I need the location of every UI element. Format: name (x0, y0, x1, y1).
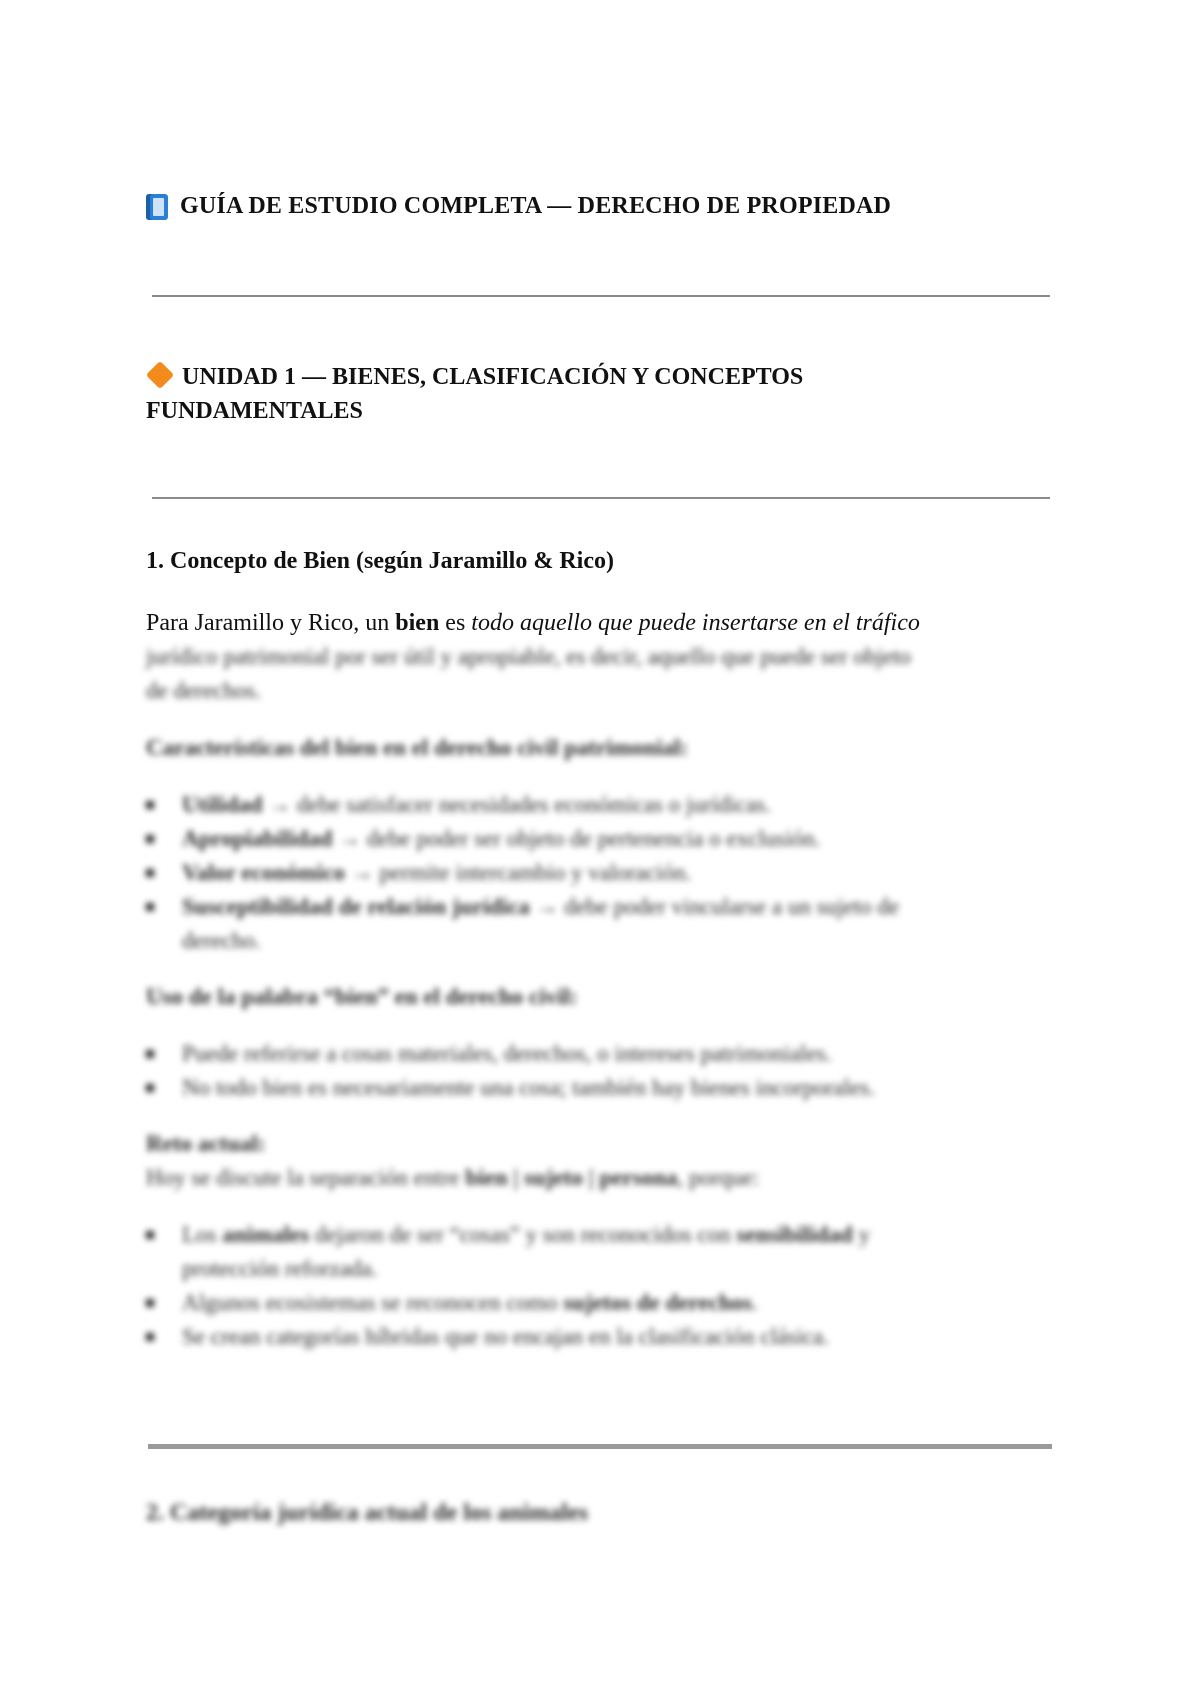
list-item (182, 1071, 875, 1105)
document-title (146, 193, 891, 220)
list-item-text: dejaron de ser “cosas” y son reconocidos con (309, 1222, 737, 1247)
list-item-continuation: protección reforzada. (182, 1256, 378, 1281)
uses-heading: Uso de la palabra “bien” en el derecho civil: (146, 984, 578, 1009)
list-item-bold: Susceptibilidad de relación jurídica (182, 894, 530, 919)
list-item-continuation: derecho. (182, 928, 261, 953)
list-item (182, 788, 771, 822)
bullet-icon (146, 1333, 154, 1341)
list-item-text: → debe satisfacer necesidades económicas o jurídicas. (262, 792, 771, 817)
list-item-bold: Valor económico (182, 860, 345, 885)
list-item-bold: sujetos de derechos (563, 1290, 752, 1315)
divider (152, 295, 1050, 297)
characteristics-heading: Características del bien en el derecho civil patrimonial: (146, 735, 688, 760)
bullet-icon (146, 903, 154, 911)
bullet-icon (146, 835, 154, 843)
list-item-bold: Apropiabilidad (182, 826, 333, 851)
list-item (182, 856, 691, 890)
list-item-bold: sensibilidad (736, 1222, 853, 1247)
list-item-text: . (751, 1290, 758, 1315)
bullet-icon (146, 1231, 154, 1239)
bullet-icon (146, 1050, 154, 1058)
blue-book-icon (146, 194, 168, 220)
list-item (182, 890, 899, 924)
bullet-icon (146, 1084, 154, 1092)
section-heading: 1. Concepto de Bien (según Jaramillo & Rico) (146, 548, 614, 574)
challenge-bold-part: bien | sujeto | persona (465, 1165, 678, 1190)
bullet-icon (146, 869, 154, 877)
list-item-bold: animales (222, 1222, 310, 1247)
list-item (182, 1286, 758, 1320)
list-item-text: Se crean categorías híbridas que no encajan en la clasificación clásica. (182, 1324, 829, 1349)
challenge-text (146, 1161, 759, 1195)
intro-italic-definition: todo aquello que puede insertarse en el tráfico (471, 610, 920, 636)
list-item-text: Puede referirse a cosas materiales, derechos, o intereses patrimoniales. (182, 1041, 832, 1066)
bullet-icon (146, 801, 154, 809)
unit-heading-text: UNIDAD 1 — BIENES, CLASIFICACIÓN Y CONCEPTOS FUNDAMENTALES (146, 364, 804, 424)
list-item (182, 1037, 831, 1071)
list-item-text: No todo bien es necesariamente una cosa; también hay bienes incorporales. (182, 1075, 875, 1100)
list-item (182, 822, 820, 856)
list-item-text: Algunos ecosistemas se reconocen como (182, 1290, 564, 1315)
list-item-text: Los (182, 1222, 223, 1247)
list-item-bold: Utilidad (182, 792, 263, 817)
list-item-text: y (852, 1222, 870, 1247)
list-item-text: → debe poder vincularse a un sujeto de (529, 894, 899, 919)
intro-paragraph (146, 606, 1046, 640)
list-item (182, 1320, 829, 1354)
divider (148, 1444, 1052, 1449)
intro-text: es (439, 610, 472, 636)
section-heading: 2. Categoría jurídica actual de los animales (146, 1500, 588, 1526)
challenge-text-part: Hoy se discute la separación entre (146, 1165, 466, 1190)
intro-text: Para Jaramillo y Rico, un (146, 610, 396, 636)
unit-heading (146, 360, 1006, 428)
intro-bold-term: bien (395, 610, 440, 636)
paragraph-continuation: jurídico patrimonial por ser útil y apropiable, es decir, aquello que puede ser objeto (146, 644, 911, 669)
paragraph-continuation: de derechos. (146, 678, 261, 703)
divider (152, 497, 1050, 499)
document-title-text: GUÍA DE ESTUDIO COMPLETA — DERECHO DE PROPIEDAD (180, 193, 892, 219)
challenge-heading: Reto actual: (146, 1131, 266, 1156)
list-item-text: → permite intercambio y valoración. (344, 860, 692, 885)
bullet-icon (146, 1299, 154, 1307)
list-item (182, 1218, 870, 1252)
orange-diamond-icon (146, 361, 174, 389)
challenge-text-part: , porque: (677, 1165, 760, 1190)
list-item-text: → debe poder ser objeto de pertenencia o exclusión. (332, 826, 821, 851)
